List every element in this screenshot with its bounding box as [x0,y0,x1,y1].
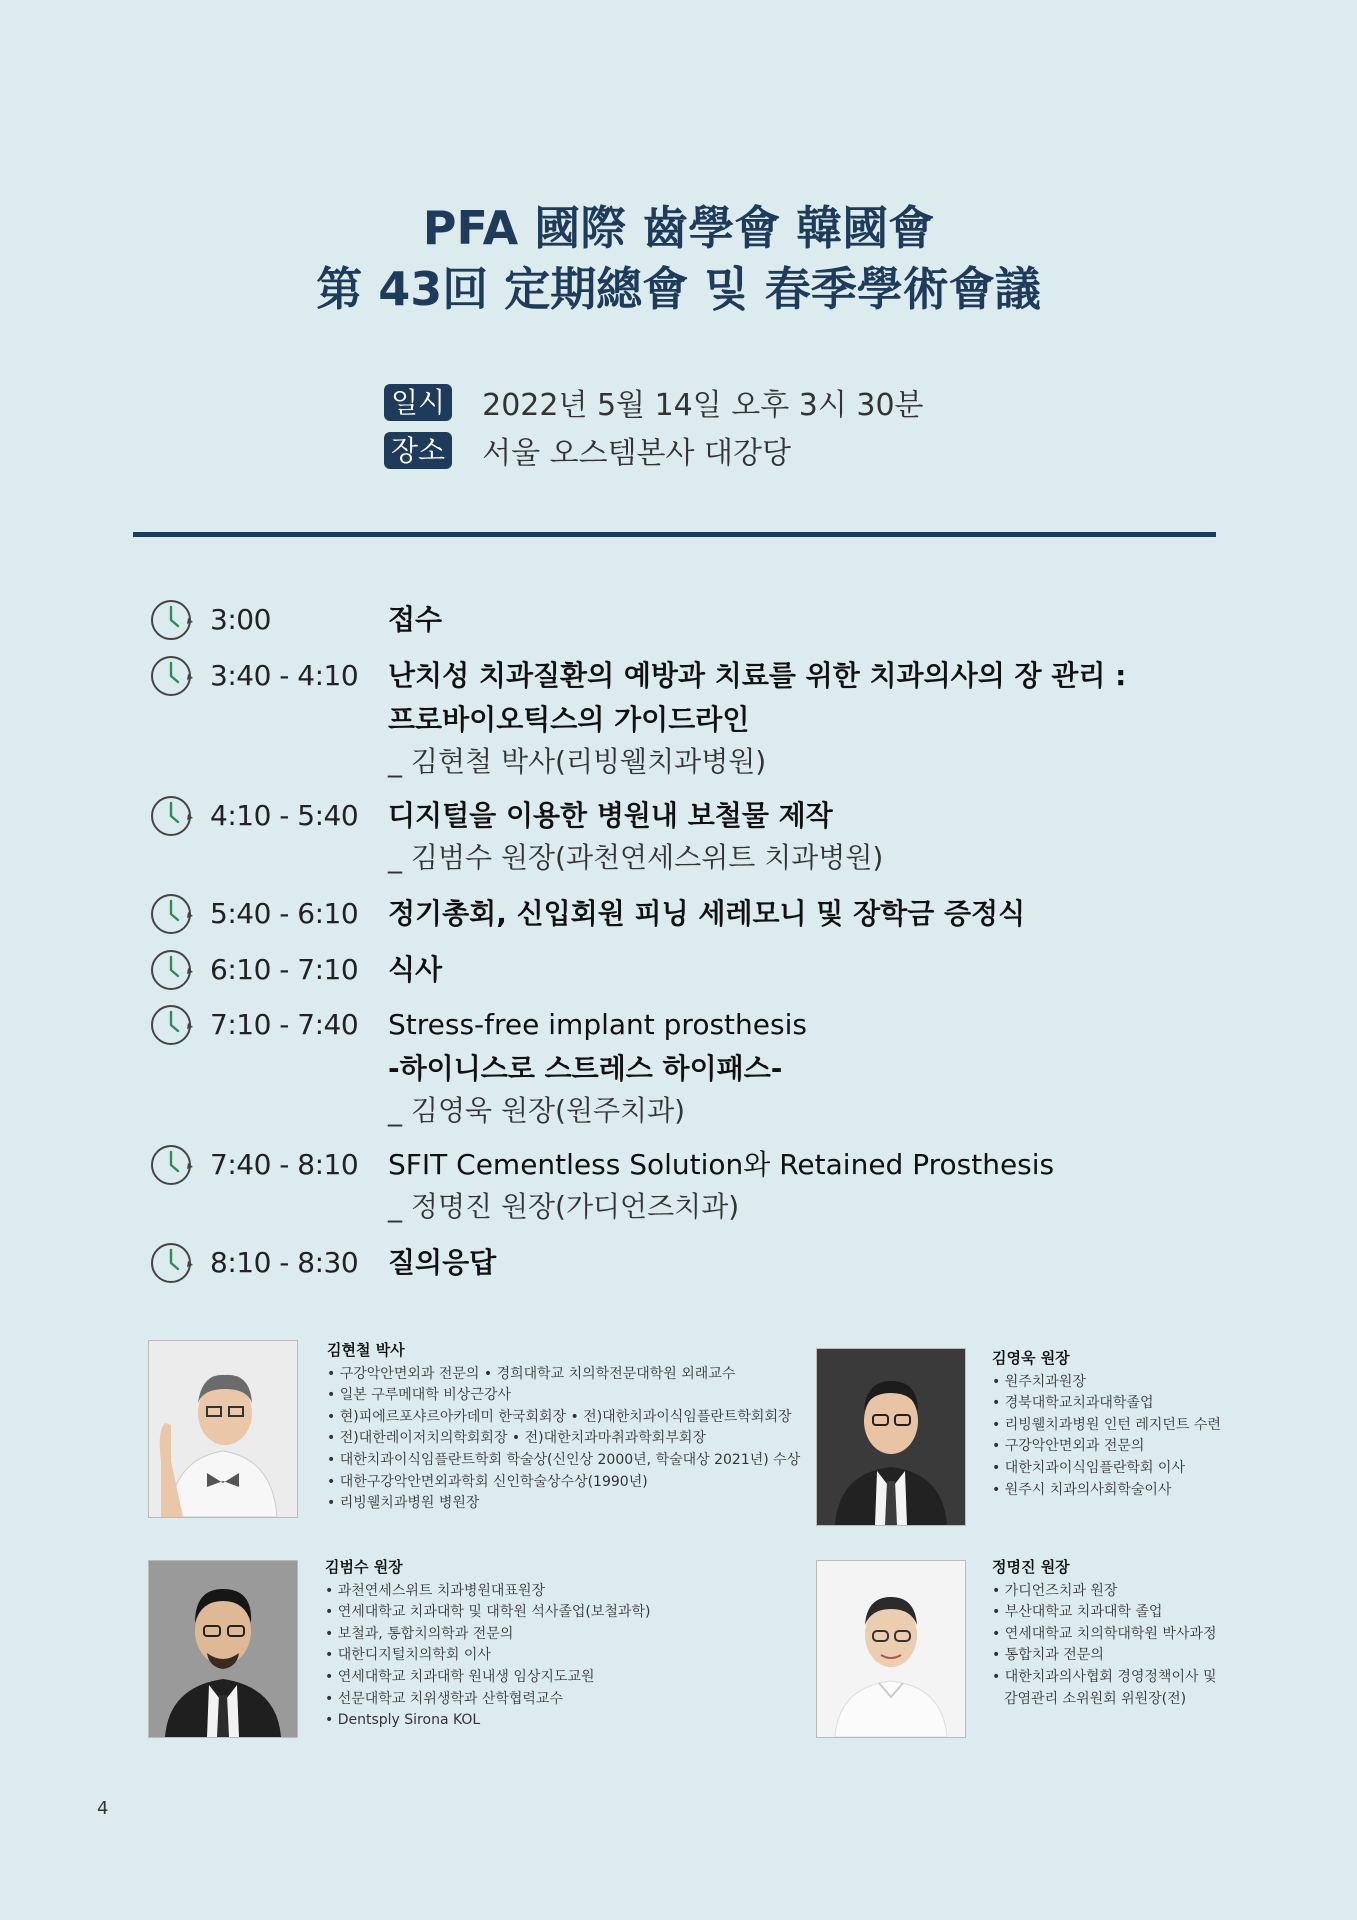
clock-icon [150,1142,196,1188]
schedule-time: 7:40 - 8:10 [210,1148,359,1181]
bio-item: • 연세대학교 치과대학 및 대학원 석사졸업(보철과학) [325,1602,650,1624]
bio-item: • 대한구강악안면외과학회 신인학술상수상(1990년) [327,1472,800,1494]
bio-item: • 부산대학교 치과대학 졸업 [992,1602,1216,1624]
clock-icon [150,1002,196,1048]
bio-item: • 대한치과의사협회 경영정책이사 및 [992,1667,1216,1689]
schedule-time: 5:40 - 6:10 [210,897,359,930]
bio-item: • 현)피에르포샤르아카데미 한국회회장 • 전)대한치과이식임플란트학회회장 [327,1407,800,1429]
bio-item: • 경북대학교치과대학졸업 [992,1393,1221,1415]
title-line-1: PFA 國際 齒學會 韓國會 [422,201,935,255]
page-number: 4 [97,1798,109,1819]
clock-icon [150,653,196,699]
schedule-title: 디지털을 이용한 병원내 보철물 제작 [388,799,833,832]
schedule-title: SFIT Cementless Solution와 Retained Prosthesis [388,1148,1055,1181]
bio-item: • 대한디지털치의학회 이사 [325,1645,650,1667]
schedule-item [150,793,883,879]
schedule-title: 프로바이오틱스의 가이드라인 [388,703,750,736]
bio-item: • 연세대학교 치의학대학원 박사과정 [992,1624,1216,1646]
speaker-bio [992,1557,1216,1710]
speaker-name: 김범수 원장 [325,1558,403,1576]
speaker-photo [816,1348,966,1526]
schedule-time: 6:10 - 7:10 [210,953,359,986]
schedule-title: Stress-free implant prosthesis [388,1008,807,1041]
schedule-title: 접수 [388,603,443,636]
clock-icon [150,947,196,993]
schedule-time: 8:10 - 8:30 [210,1246,359,1279]
place-value: 서울 오스템본사 대강당 [482,436,791,471]
schedule-time: 3:00 [210,603,271,636]
bio-item: • 원주시 치과의사회학술이사 [992,1480,1221,1502]
speaker-photo [148,1340,298,1518]
date-value: 2022년 5월 14일 오후 3시 30분 [482,388,924,423]
schedule-title: 질의응답 [388,1246,497,1279]
title-line-2: 第 43回 定期總會 및 春季學術會議 [316,261,1041,316]
schedule-time: 3:40 - 4:10 [210,659,359,692]
clock-icon [150,1240,196,1286]
schedule-title: 식사 [388,953,443,986]
bio-item: • 원주치과원장 [992,1372,1221,1394]
divider [133,532,1216,537]
schedule-speaker: _ 정명진 원장(가디언즈치과) [388,1190,740,1223]
schedule-speaker: _ 김범수 원장(과천연세스위트 치과병원) [388,841,884,874]
speaker-bio [325,1557,650,1732]
bio-item: • 전)대한레이저치의학회회장 • 전)대한치과마취과학회부회장 [327,1428,800,1450]
schedule-speaker: _ 김현철 박사(리빙웰치과병원) [388,745,767,778]
speaker-name: 정명진 원장 [992,1558,1070,1576]
bio-item: • 보철과, 통합치의학과 전문의 [325,1624,650,1646]
place-row [384,426,924,474]
bio-item: • Dentsply Sirona KOL [325,1710,650,1732]
schedule-title: 난치성 치과질환의 예방과 치료를 위한 치과의사의 장 관리 : [388,659,1127,692]
schedule-title: 정기총회, 신입회원 피닝 세레모니 및 장학금 증정식 [388,897,1026,930]
bio-item: • 선문대학교 치위생학과 산학협력교수 [325,1689,650,1711]
speaker-bio [992,1348,1221,1501]
schedule-item [150,1002,807,1132]
schedule-item [150,891,1025,937]
schedule-item [150,597,442,643]
date-row [384,378,924,426]
bio-item: • 대한치과이식임플란트학회 학술상(신인상 2000년, 학술대상 2021년) 수상 [327,1450,800,1472]
page-title [0,198,1357,319]
bio-item: • 통합치과 전문의 [992,1645,1216,1667]
bio-item: • 연세대학교 치과대학 원내생 임상지도교원 [325,1667,650,1689]
bio-item: • 리빙웰치과병원 인턴 레지던트 수련 [992,1415,1221,1437]
schedule-time: 7:10 - 7:40 [210,1008,359,1041]
date-badge: 일시 [384,384,452,421]
bio-item: • 리빙웰치과병원 병원장 [327,1493,800,1515]
event-meta [384,378,924,474]
schedule-time: 4:10 - 5:40 [210,799,359,832]
bio-item: • 일본 구루메대학 비상근강사 [327,1385,800,1407]
speaker-name: 김영욱 원장 [992,1349,1070,1367]
bio-item: • 구강악안면외과 전문의 [992,1436,1221,1458]
speaker-name: 김현철 박사 [327,1341,405,1359]
schedule-speaker: _ 김영욱 원장(원주치과) [388,1094,686,1127]
schedule-item [150,1240,496,1286]
bio-item: • 과천연세스위트 치과병원대표원장 [325,1581,650,1603]
bio-item: 감염관리 소위원회 위원장(전) [1004,1690,1187,1707]
speaker-bio [327,1340,800,1515]
place-badge: 장소 [384,432,452,469]
bio-item: • 가디언즈치과 원장 [992,1581,1216,1603]
clock-icon [150,891,196,937]
schedule-item [150,1142,1054,1228]
bio-item: • 구강악안면외과 전문의 • 경희대학교 치의학전문대학원 외래교수 [327,1364,800,1386]
clock-icon [150,793,196,839]
schedule-item [150,653,1126,783]
speaker-photo [816,1560,966,1738]
schedule-item [150,947,442,993]
bio-item: • 대한치과이식임플란학회 이사 [992,1458,1221,1480]
clock-icon [150,597,196,643]
schedule-subtitle: -하이니스로 스트레스 하이패스- [388,1052,783,1085]
speaker-photo [148,1560,298,1738]
